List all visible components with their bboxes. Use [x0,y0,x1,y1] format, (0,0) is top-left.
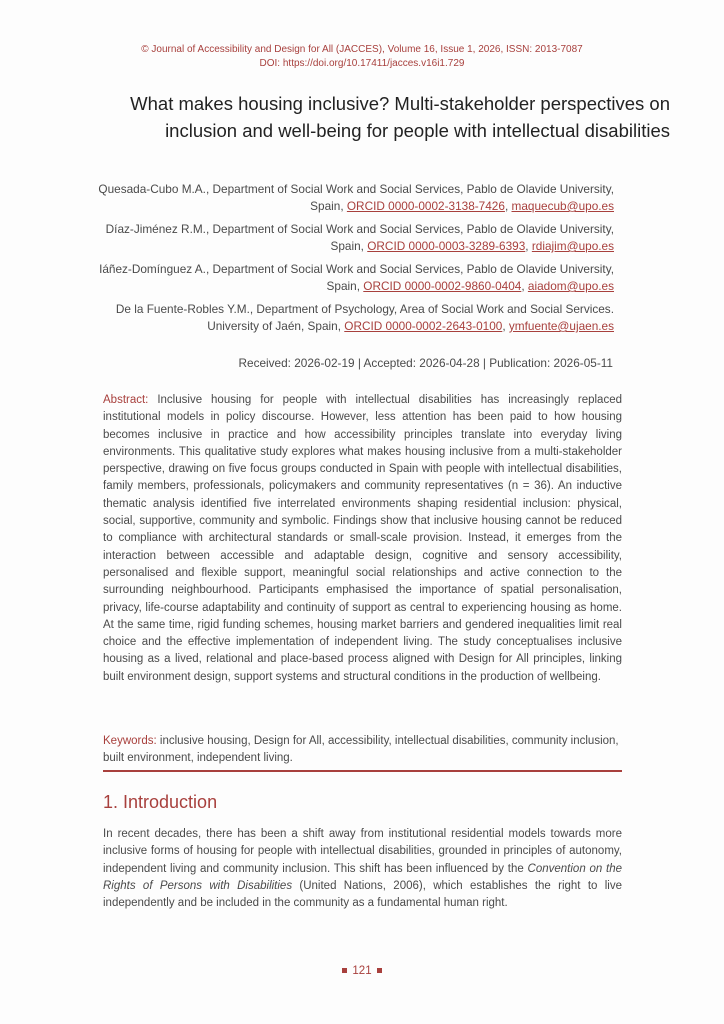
author-affiliation: Quesada-Cubo M.A., Department of Social Work and Social Services, Pablo de Olavide University, Spain, [98,182,614,213]
publication-dates: Received: 2026-02-19 | Accepted: 2026-04-28 | Publication: 2026-05-11 [238,356,613,370]
author-affiliation: De la Fuente-Robles Y.M., Department of Psychology, Area of Social Work and Social Services. University of Jaén, Spain, [115,302,614,333]
keywords [103,733,622,768]
email-link[interactable]: aiadom@upo.es [527,279,614,293]
orcid-link[interactable]: ORCID 0000-0002-2643-0100 [344,319,503,333]
author-affiliation: Díaz-Jiménez R.M., Department of Social Work and Social Services, Pablo de Olavide University, Spain, [105,222,614,253]
author-entry: De la Fuente-Robles Y.M., Department of Psychology, Area of Social Work and Social Services. University of Jaén, Spain, ORCID 0000-0002-2643-0100, ymfuente@ujaen.es [115,302,614,333]
intro-text-before: In recent decades, there has been a shift away from institutional residential models towards more inclusive forms of housing for people with intellectual disabilities, grounded in principles of autonomy, independent living and community inclusion. This shift has been influenced by the [103,828,622,875]
intro-text-after: (United Nations, 2006), which establishes the right to live independently and be included in the community as a fundamental human right. [103,879,622,910]
journal-citation: © Journal of Accessibility and Design for All (JACCES), Volume 16, Issue 1, 2026, ISSN: 2013-7087 [141,44,583,55]
square-bullet-icon [342,968,347,973]
orcid-link[interactable]: ORCID 0000-0003-3289-6393 [367,239,526,253]
page-footer [0,965,724,977]
square-bullet-icon [377,968,382,973]
section-heading: 1. Introduction [103,792,218,812]
intro-paragraph [103,826,622,912]
journal-doi[interactable]: DOI: https://doi.org/10.17411/jacces.v16i1.729 [259,57,465,69]
journal-header [0,43,724,70]
abstract [103,392,622,686]
email-link[interactable]: ymfuente@ujaen.es [508,319,614,333]
author-affiliation: Iáñez-Domínguez A., Department of Social Work and Social Services, Pablo de Olavide University, Spain, [99,262,614,293]
page-number: 121 [352,965,372,977]
orcid-link[interactable]: ORCID 0000-0002-9860-0404 [363,279,522,293]
abstract-label: Abstract: [103,394,149,406]
section-divider [103,770,622,772]
abstract-text: Inclusive housing for people with intellectual disabilities has increasingly replaced institutional models in policy discourse. However, less attention has been paid to how housing becomes inclusive in practice and how accessibility principles translate into everyday living environments. This qualitative study explores what makes housing inclusive from a multi-stakeholder perspective, drawing on five focus groups conducted in Spain with people with intellectual disabilities, family members, professionals, policymakers and community representatives (n = 36). An inductive thematic analysis identified five interrelated environments shaping residential inclusion: physical, social, supportive, community and symbolic. Findings show that inclusive housing cannot be reduced to compliance with architectural standards or small-scale provision. Instead, it emerges from the interaction between accessible and adaptable design, cognitive and sensory accessibility, personalised and flexible support, meaningful social relationships and active connection to the surrounding neighbourhood. Participants emphasised the importance of spatial personalisation, privacy, life-course adaptability and continuity of support as central to experiencing housing as home. At the same time, rigid funding schemes, housing market barriers and gendered inequalities limit real choice and the effective implementation of independent living. The study conceptualises inclusive housing as a lived, relational and place-based process aligned with Design for All principles, linking built environment design, support systems and structural conditions in the production of wellbeing. [103,394,622,683]
intro-citation-title: Convention on the Rights of Persons with Disabilities [103,862,622,892]
email-link[interactable]: maquecub@upo.es [511,199,614,213]
author-list [90,181,614,341]
keywords-text: inclusive housing, Design for All, accessibility, intellectual disabilities, community inclusion, built environment, independent living. [103,735,619,765]
orcid-link[interactable]: ORCID 0000-0002-3138-7426 [346,199,505,213]
keywords-label: Keywords: [103,735,157,747]
email-link[interactable]: rdiajim@upo.es [531,239,614,253]
author-entry: Iáñez-Domínguez A., Department of Social Work and Social Services, Pablo de Olavide University, Spain, ORCID 0000-0002-9860-0404, aiadom@upo.es [99,262,614,293]
author-entry: Quesada-Cubo M.A., Department of Social Work and Social Services, Pablo de Olavide University, Spain, ORCID 0000-0002-3138-7426, maquecub@upo.es [98,182,614,213]
author-entry: Díaz-Jiménez R.M., Department of Social Work and Social Services, Pablo de Olavide University, Spain, ORCID 0000-0003-3289-6393, rdiajim@upo.es [105,222,614,253]
paper-title: What makes housing inclusive? Multi-stakeholder perspectives on inclusion and well-being for people with intellectual disabilities [130,93,670,141]
